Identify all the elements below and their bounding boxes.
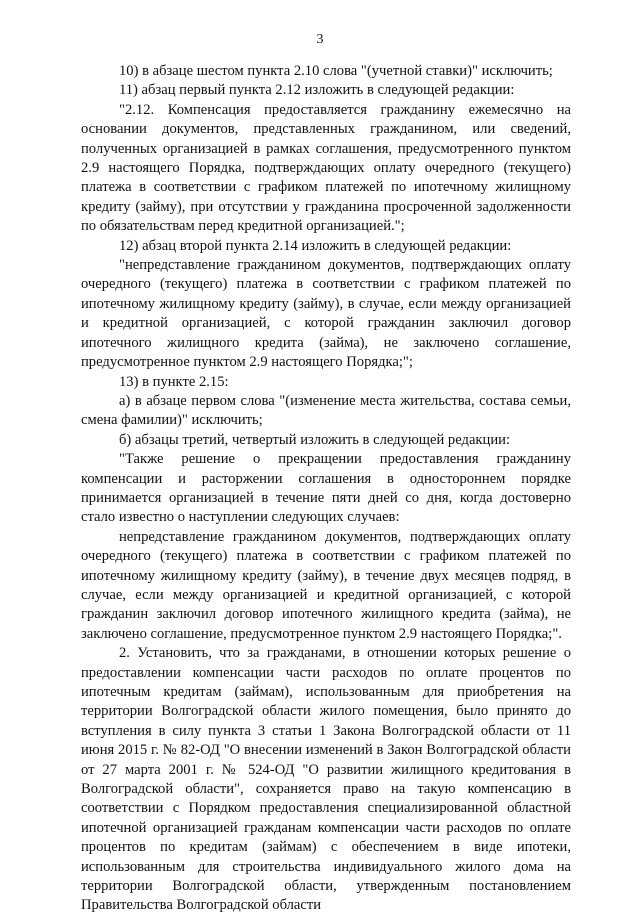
paragraph-quote-2-14: "непредставление гражданином документов, подтверждающих оплату очередного (текущего) платежа в соответствии с графиком платежей по ипотечному жилищному кредиту (займу), в случае, если между организацией и кредитной организацией, с которой гражданин заключил договор ипотечного жилищного кредита (займа), не заключено соглашение, предусмотренное пунктом 2.9 настоящего Порядка;"; — [81, 257, 571, 371]
paragraph-item-13: 13) в пункте 2.15: — [119, 373, 229, 390]
paragraph-item-11: 11) абзац первый пункта 2.12 изложить в следующей редакции: — [119, 82, 515, 99]
paragraph-quote-termination: "Также решение о прекращении предоставления гражданину компенсации и расторжении соглашения в одностороннем порядке принимается организацией в течение пяти дней со дня, когда достоверно стало известно о наступлении следующих случаев: — [81, 451, 571, 526]
paragraph-item-10: 10) в абзаце шестом пункта 2.10 слова "(учетной ставки)" исключить; — [119, 63, 553, 79]
paragraph-section-2: 2. Установить, что за гражданами, в отношении которых решение о предоставлении компенсации части расходов по оплате процентов по ипотечным кредитам (займам), использованным для приобретения на территории Волгоградской области жилого помещения, было принято до вступления в силу пункта 3 статьи 1 Закона Волгоградской области от 11 июня 2015 г. № 82-ОД "О внесении изменений в Закон Волгоградской области от 27 марта 2001 г. № 524-ОД "О развитии жилищного кредитования в Волгоградской области", сохраняется право на такую компенсацию в соответствии с Порядком предоставления специализированной областной ипотечной организацией гражданам компенсации части расходов по оплате процентов по кредитам (займам) с обеспечением в виде ипотеки, использованным для строительства индивидуального жилого дома на территории Волгоградской области, утвержденным постановлением Правительства Волгоградской области — [81, 645, 571, 914]
paragraph-item-12: 12) абзац второй пункта 2.14 изложить в следующей редакции: — [119, 237, 512, 254]
document-body — [81, 62, 571, 916]
paragraph-item-13a: а) в абзаце первом слова "(изменение места жительства, состава семьи, смена фамилии)" исключить; — [81, 392, 571, 429]
paragraph-quote-non-submission: непредставление гражданином документов, подтверждающих оплату очередного (текущего) платежа в соответствии с графиком платежей по ипотечному жилищному кредиту (займу), в течение двух месяцев подряд, в случае, если между организацией и кредитной организацией, с которой гражданин заключил договор ипотечного жилищного кредита (займа), не заключено соглашение, предусмотренное пунктом 2.9 настоящего Порядка;". — [81, 528, 571, 642]
paragraph-item-13b: б) абзацы третий, четвертый изложить в следующей редакции: — [119, 431, 510, 448]
paragraph-quote-2-12: "2.12. Компенсация предоставляется гражданину ежемесячно на основании документов, представленных гражданином, или сведений, полученных организацией в рамках соглашения, предусмотренного пунктом 2.9 настоящего Порядка, подтверждающих оплату очередного (текущего) платежа в соответствии с графиком платежей по ипотечному жилищному кредиту (займу), при отсутствии у гражданина просроченной задолженности по обязательствам перед кредитной организацией."; — [81, 101, 571, 235]
page-number: 3 — [316, 32, 324, 47]
